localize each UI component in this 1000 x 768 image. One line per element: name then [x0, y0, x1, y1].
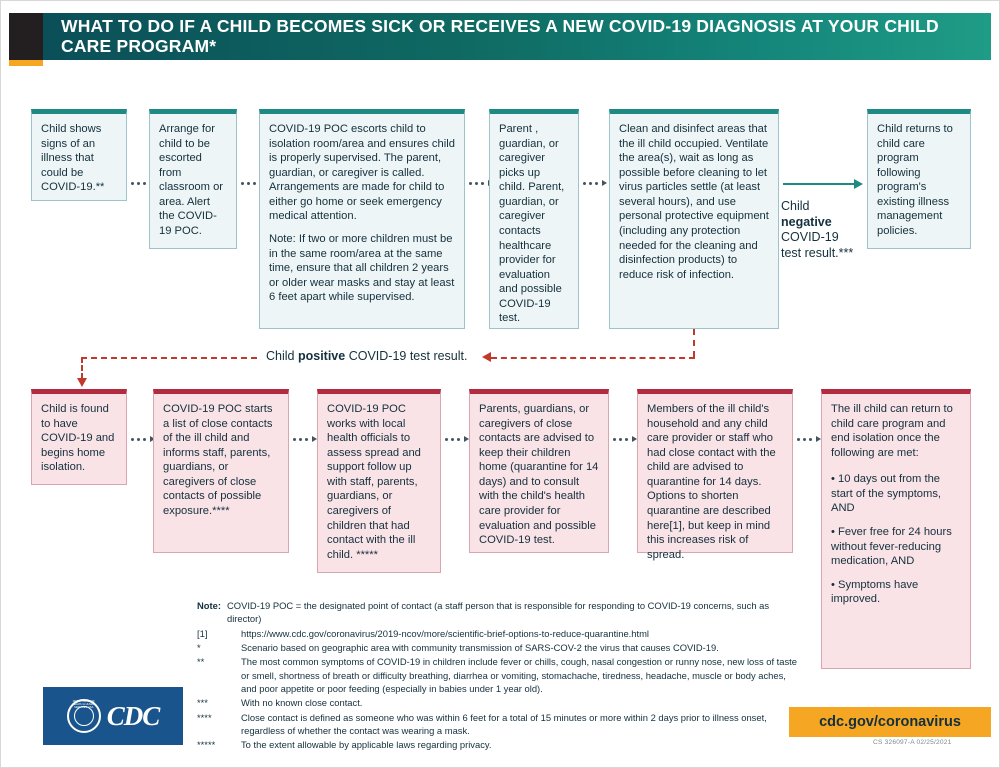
note-key-2: **	[197, 656, 205, 668]
arrow-to-child-returns	[783, 183, 855, 185]
note-val-4: Close contact is defined as someone who was within 6 feet for a total of 15 minutes or more within 2 days prior to illness onset, regardless of whether the contact was wearing a mask.	[241, 711, 767, 737]
flow-box-poc-close-contacts	[153, 389, 289, 553]
connector-8-9	[293, 436, 317, 442]
label-positive-post: COVID-19 test result.	[345, 349, 468, 363]
note-key-5: *****	[197, 739, 216, 751]
flow-box-clean-disinfect	[609, 109, 779, 329]
label-negative-post: COVID-19 test result.***	[781, 230, 854, 260]
box6-text: Child returns to child care program following program's existing illness management policies.	[877, 123, 953, 237]
box1-text: Child shows signs of an illness that could be COVID-19.**	[41, 123, 105, 194]
note-main-text: COVID-19 POC = the designated point of contact (a staff person that is responsible for responding to COVID-19 concerns, such as director)	[227, 600, 770, 625]
box5-text: Clean and disinfect areas that the ill child occupied. Ventilate the area(s), wait as long as possible before cleaning to let virus particles settle (at least several hours), and use personal protective equipment (including any protection needed for the cleaning and disinfection products) to reduce risk of infection.	[619, 123, 769, 281]
note-row-1	[197, 641, 797, 654]
note-row-3	[197, 696, 797, 709]
dashed-path-left-main	[491, 357, 695, 359]
box12-bullet-3: • Symptoms have improved.	[831, 578, 919, 606]
note-val-1: Scenario based on geographic area with community transmission of SARS-COV-2 the virus that causes COVID-19.	[241, 642, 719, 654]
flow-box-household-quarantine	[637, 389, 793, 561]
box2-text: Arrange for child to be escorted from classroom or area. Alert the COVID-19 POC.	[159, 123, 224, 237]
note-key-1: *	[197, 642, 201, 654]
hhs-seal-icon	[67, 699, 101, 733]
header-gold-accent	[9, 60, 43, 66]
flow-box-poc-local-health	[317, 389, 441, 573]
connector-11-12	[797, 436, 821, 442]
label-negative-pre: Child	[781, 199, 810, 213]
box10-text: Parents, guardians, or caregivers of close contacts are advised to keep their children home (quarantine for 14 days) and to consult with the child's health care provider for evaluation and possible COVID-19 test.	[479, 403, 599, 547]
flow-box-return-criteria	[821, 389, 971, 669]
notes-block	[197, 599, 797, 753]
connector-4-5	[583, 180, 607, 186]
label-positive-bold: positive	[297, 349, 346, 363]
box12-bullet-1: • 10 days out from the start of the symptoms, AND	[831, 473, 942, 515]
header-black-block	[9, 13, 43, 60]
connector-10-11	[613, 436, 637, 442]
note-label: Note:	[197, 600, 221, 611]
box12-intro: The ill child can return to child care program and end isolation once the following are met:	[831, 403, 953, 459]
dashed-path-down-to-box7	[81, 357, 83, 379]
box9-text: COVID-19 POC works with local health officials to assess spread and support follow up with staff, parents, guardians, or caregivers of children that had contact with the ill child. *****	[327, 403, 421, 561]
note-val-0[interactable]: https://www.cdc.gov/coronavirus/2019-ncov/more/scientific-brief-options-to-reduce-quarantine.html	[241, 627, 649, 639]
flow-box-parent-picks-up	[489, 109, 579, 329]
header-bar	[43, 13, 991, 60]
note-key-3: ***	[197, 697, 208, 709]
note-val-2: The most common symptoms of COVID-19 in children include fever or chills, cough, nasal congestion or runny nose, new loss of taste or smell, shortness of breath or difficulty breathing, diarrhea or vomiting, stomachache, tiredness, headache, muscle or body aches, and poor appetite or poor feeding (especially in babies under 1 year old).	[241, 656, 797, 695]
label-negative-bold: negative	[781, 214, 832, 229]
flow-box-child-found-covid	[31, 389, 127, 485]
note-row-0	[197, 627, 797, 640]
cdc-wordmark: CDC	[106, 700, 160, 731]
connector-9-10	[445, 436, 469, 442]
note-val-5: To the extent allowable by applicable laws regarding privacy.	[241, 739, 492, 751]
flow-box-arrange-escort	[149, 109, 237, 249]
box4-text: Parent , guardian, or caregiver picks up child. Parent, guardian, or caregiver contacts healthcare provider for evaluation and possible COVID-19 test.	[499, 123, 565, 325]
dashed-path-left-tail	[81, 357, 257, 359]
note-row-4	[197, 711, 797, 738]
dashed-path-down-from-clean	[693, 329, 695, 357]
label-positive-pre: Child	[266, 349, 298, 363]
dashed-arrow-left-head	[482, 352, 491, 362]
note-key-4: ****	[197, 711, 212, 723]
note-row-5	[197, 738, 797, 751]
box11-text: Members of the ill child's household and any child care provider or staff who had close contact with the child are advised to quarantine for 14 days. Options to shorten quarantine are described here[1], but keep in mind this increases risk of spread.	[647, 403, 776, 561]
flow-box-poc-escorts-isolation	[259, 109, 465, 329]
cdc-logo	[43, 687, 183, 745]
box12-bullet-2: • Fever free for 24 hours without fever-reducing medication, AND	[831, 525, 952, 568]
connector-7-8	[131, 436, 155, 442]
flow-box-child-returns	[867, 109, 971, 249]
label-positive-result	[266, 349, 467, 363]
document-code: CS 326097-A 02/25/2021	[873, 739, 952, 746]
box7-text: Child is found to have COVID-19 and begins home isolation.	[41, 403, 115, 474]
footer-url-text[interactable]: cdc.gov/coronavirus	[819, 714, 961, 730]
dashed-arrow-down-head	[77, 378, 87, 387]
note-val-3: With no known close contact.	[241, 697, 363, 709]
note-key-0: [1]	[197, 627, 208, 639]
flow-box-child-shows-signs	[31, 109, 127, 201]
flow-box-parents-keep-home	[469, 389, 609, 553]
hhs-seal-text: DEPARTMENT OF HEALTH & HUMAN SERVICES USA	[72, 700, 96, 709]
footer-url-bar[interactable]	[789, 707, 991, 737]
page-title: WHAT TO DO IF A CHILD BECOMES SICK OR RECEIVES A NEW COVID-19 DIAGNOSIS AT YOUR CHILD CARE PROGRAM*	[61, 16, 939, 56]
box8-text: COVID-19 POC starts a list of close contacts of the ill child and informs staff, parents, guardians, or caregivers of close contacts of possible exposure.****	[163, 403, 273, 517]
note-row-main	[197, 599, 797, 626]
label-negative-result	[781, 199, 859, 262]
box3-text-2: Note: If two or more children must be in the same room/area at the same time, ensure that all children 2 years or older wear masks and stay at least 6 feet apart while supervised.	[269, 232, 455, 304]
note-row-2	[197, 655, 797, 695]
box3-text-1: COVID-19 POC escorts child to isolation room/area and ensures child is properly supervised. The parent, guardian, or caregiver is called. Arrangements are made for child to either go home or seek emergency medical attention.	[269, 123, 455, 223]
